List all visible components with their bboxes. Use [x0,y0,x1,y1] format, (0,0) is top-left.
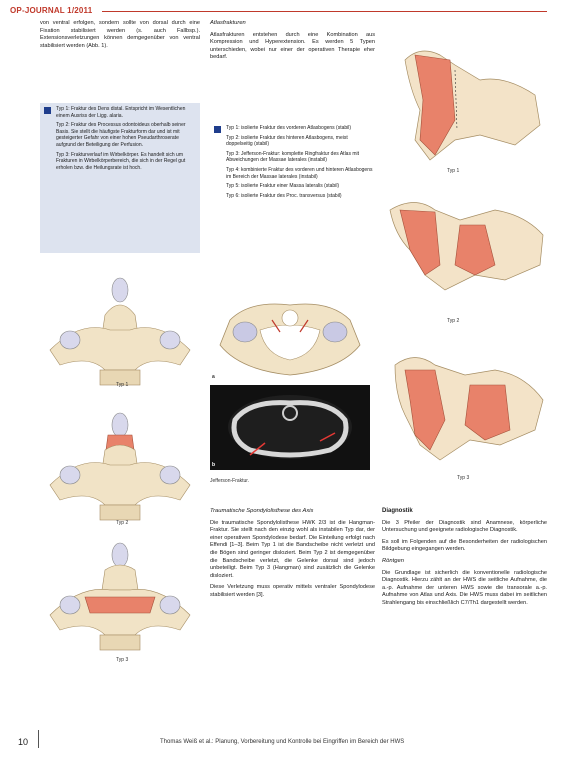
axis-typ2 [390,203,543,291]
col2-list-item: Typ 2: isolierte Fraktur des hinteren Atlasbogens, meist doppelseitig (stabil) [226,134,348,148]
fig-caption: Jefferson-Fraktur. [210,478,250,484]
col1-classification-box [40,103,200,253]
axis-label-typ3: Typ 3 [457,475,470,481]
axis-typ1 [405,51,540,160]
axis-label-typ2: Typ 2 [447,318,460,324]
col2-list-item: Typ 5: isolierte Fraktur einer Massa lateralis (stabil) [226,183,340,190]
fig-label-typ2: Typ 2 [116,520,129,526]
dens-fracture-figures [40,270,200,660]
col2-list-item: Typ 1: isolierte Fraktur des vorderen Atlasbogens (stabil) [226,125,352,131]
col1-box-item: Typ 3: Frakturverlauf im Wirbelkörper. Es handelt sich um Frakturen in Wirbelkörperbereich, die sich in der Regel gut erholen bzw. die Heilungsrate ist hoch. [56,151,186,171]
col2-bottom [210,508,375,604]
col1-intro [40,20,200,54]
col3-heading: Diagnostik [382,508,413,514]
journal-header: OP-JOURNAL 1/2011 [10,6,93,15]
col2-classification-list [210,125,375,202]
col3-body1: Die 3 Pfeiler der Diagnostik sind Anamnese, körperliche Untersuchung und geeignete radiologische Diagnostik. [382,519,547,534]
col2-list-item: Typ 6: isolierte Fraktur des Proc. transversus (stabil) [226,192,342,199]
axis-fracture-figures [385,20,550,485]
axis-label-typ1: Typ 1 [447,168,460,174]
fig-label-typ3: Typ 3 [116,657,129,663]
box-marker-icon [44,107,51,114]
page-number: 10 [18,737,29,747]
col3-text [382,508,547,612]
col2-intro: Atlasfrakturen entstehen durch eine Kombination aus Kompression und Hyperextension. Es werden 5 Typen unterschieden, wobei nur einer der operativen Therapie eher bedarf. [210,31,375,61]
box-marker-icon [214,126,221,133]
col2-heading: Atlasfrakturen [210,20,246,26]
axis-typ3 [395,358,543,461]
col3-body2: Es soll im Folgenden auf die Besonderheiten der radiologischen Bildgebung eingegangen werden. [382,538,547,553]
col2-list-item: Typ 4: kombinierte Fraktur des vorderen und hinteren Atlasbogens im Bereich der Massae laterales (instabil) [226,166,373,180]
col1-intro-text: von ventral erfolgen, sondern sollte von dorsal durch eine Fixation stabilisiert werden (s. auch Fallbsp.). Extensionsverletzungen können demgegenüber von ventral stabilisiert werden (Abb. 1). [40,20,200,49]
col2-top [210,20,375,66]
vertebra-typ3 [50,543,190,650]
col2-body2: Die traumatische Spondylolisthese HWK 2/3 ist die Hangman-Fraktur. Sie stellt nach den einzig wohl als instabilen Typ dar, der einer operativen Spondylodese bedarf. Die Einteilung erfolgt nach Effendi [1–3]. Beim Typ 1 ist die Bandscheibe nicht verletzt und die Bögen sind geringer disloziert. Beim Typ 2 ist demgegenüber die Bandscheibe verletzt, die Gelenke dorsal sind jedoch unbeteiligt. Beim Typ 3 (Hangman) sind zusätzlich die Gelenke disloziert. [210,519,375,579]
col1-box-item: Typ 2: Fraktur des Processus odontoideus oberhalb seiner Basis. Sie stellt die häufigste Frakturform dar und ist mit gesteigerter Gefahr von einer hohen Pseudarthroserate aufgrund der Beteiligung der Perfusion. [56,122,186,148]
col1-box-item: Typ 1: Fraktur des Dens distal. Entspricht im Wesentlichen einem Ausriss der Ligg. alaria. [56,106,186,119]
col2-body3: Diese Verletzung muss operativ mittels ventraler Spondylodese stabilisiert werden [3]. [210,584,375,598]
fig-label-typ1: Typ 1 [116,382,129,388]
col3-body3: Die Grundlage ist sicherlich die konventionelle radiologische Diagnostik. Hierzu zählt an der HWS die seitliche Aufnahme, die a.-p. Aufnahme der unteren HWS sowie die transorale a.-p. Aufnahme von Atlas und Axis. Die HWS muss dabei im seitlichen Strahlengang bis einschließlich C7/Th1 dargestellt werden. [382,569,547,606]
fig-label-a: a [212,374,215,380]
vertebra-typ2 [50,413,190,520]
ct-scan-image [210,385,370,470]
header-rule [102,11,547,12]
atlas-fracture-illustration [210,290,370,385]
footer-rule [38,730,39,748]
footer-citation: Thomas Weiß et al.: Planung, Vorbereitung und Kontrolle bei Eingriffen im Bereich der HWS [160,739,405,745]
col2-list-item: Typ 3: Jefferson-Fraktur: komplette Ringfraktur des Atlas mit Abweichungen der Massae laterales (instabil) [226,150,360,164]
col3-subheading: Röntgen [382,557,404,564]
fig-label-b: b [212,462,216,468]
vertebra-typ1 [50,278,190,385]
col2-heading2: Traumatische Spondylolisthese des Axis [210,508,314,514]
